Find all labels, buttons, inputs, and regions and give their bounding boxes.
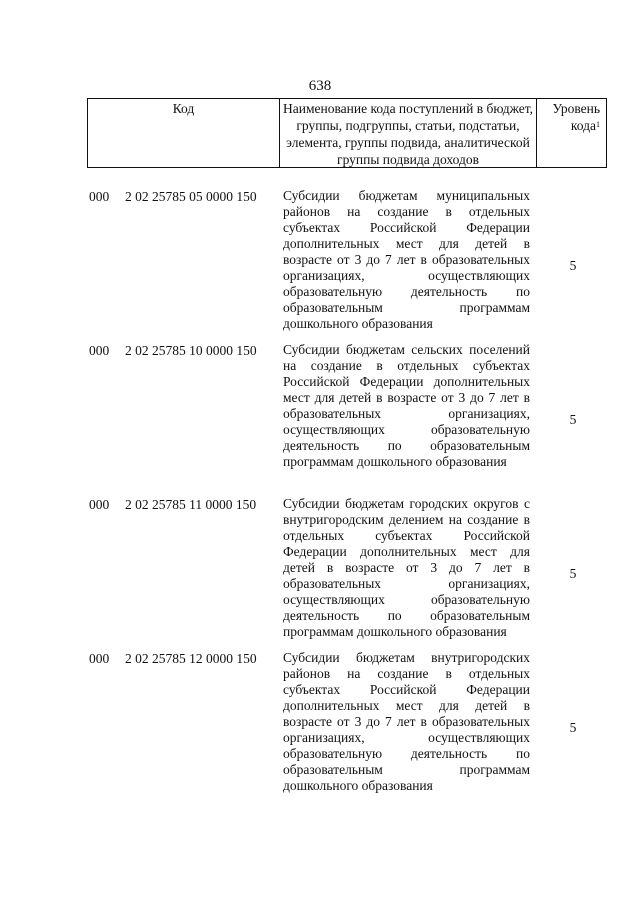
row-prefix: 000	[89, 497, 110, 512]
row-code: 2 02 25785 12 0000 150	[125, 651, 257, 666]
table-header	[87, 98, 607, 168]
row-level: 5	[569, 412, 577, 427]
row-description: Субсидии бюджетам сельских поселений на создание в отдельных субъектах Российской Федерации дополнительных мест для детей в возрасте от 3 до 7 лет в образовательных организациях, осуществляющих образовательную деятельность по образовательным программам дошкольного образования	[283, 342, 530, 469]
header-code: Код	[88, 99, 280, 167]
row-description: Субсидии бюджетам городских округов с внутригородским делением на создание в отдельных субъектах Российской Федерации дополнительных мест для детей в возрасте от 3 до 7 лет в образовательных организациях, осуществляющих образовательную деятельность по образовательным программам дошкольного образования	[283, 496, 530, 639]
row-code: 2 02 25785 11 0000 150	[125, 497, 257, 512]
row-level: 5	[569, 566, 577, 581]
table-row	[87, 342, 607, 496]
row-description: Субсидии бюджетам внутригородских районов на создание в отдельных субъектах Российской Федерации дополнительных мест для детей в возрасте от 3 до 7 лет в образовательных организациях, осуществляющих образовательную деятельность по образовательным программам дошкольного образования	[283, 650, 530, 793]
table-row	[87, 650, 607, 804]
row-code: 2 02 25785 05 0000 150	[125, 189, 257, 204]
row-level: 5	[569, 720, 577, 735]
row-code: 2 02 25785 10 0000 150	[125, 343, 257, 358]
header-level-label: Уровень кода	[552, 101, 600, 133]
row-description: Субсидии бюджетам муниципальных районов на создание в отдельных субъектах Российской Федерации дополнительных мест для детей в возрасте от 3 до 7 лет в образовательных организациях, осуществляющих образовательную деятельность по образовательным программам дошкольного образования	[283, 188, 530, 331]
row-prefix: 000	[89, 343, 110, 358]
header-level	[537, 99, 606, 167]
table-body	[87, 188, 607, 804]
row-prefix: 000	[89, 651, 110, 666]
table-row	[87, 188, 607, 342]
header-level-footnote: 1	[596, 120, 600, 129]
row-level: 5	[569, 258, 577, 273]
row-prefix: 000	[89, 189, 110, 204]
table-row	[87, 496, 607, 650]
page-number: 638	[308, 78, 332, 94]
header-name: Наименование кода поступлений в бюджет, группы, подгруппы, статьи, подстатьи, элемента, группы подвида, аналитической группы подвида доходов	[280, 99, 537, 167]
